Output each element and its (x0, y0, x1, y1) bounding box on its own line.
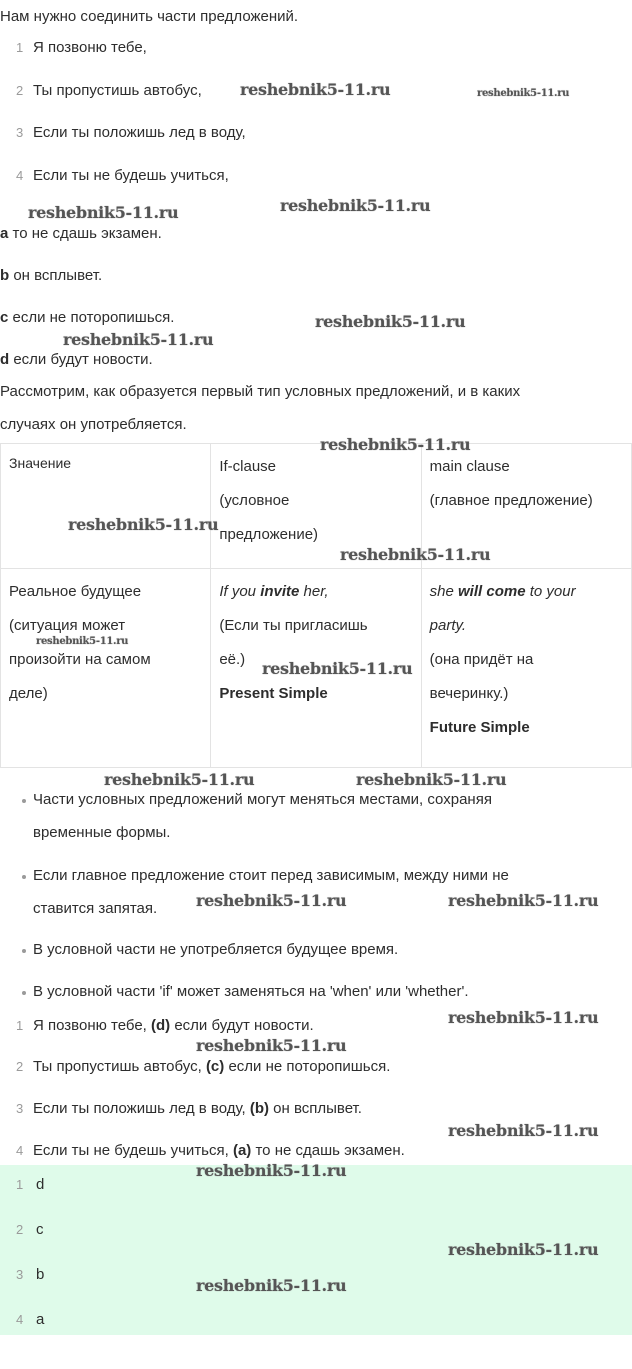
part-letter: a (0, 225, 9, 242)
combined-sentence (33, 1142, 405, 1160)
cell-meaning (1, 569, 211, 768)
explanation-line: Рассмотрим, как образуется первый тип условных предложений, и в каких (0, 383, 521, 400)
text: If you (219, 583, 261, 600)
watermark: reshebnik5-11.ru (36, 636, 129, 647)
watermark: reshebnik5-11.ru (477, 88, 570, 99)
watermark: reshebnik5-11.ru (28, 203, 179, 222)
item-number: 1 (16, 1177, 24, 1192)
rule-line: Части условных предложений могут меняться местами, сохраняя (33, 791, 492, 808)
text: Ты пропустишь автобус, (33, 1058, 206, 1075)
bullet-icon (22, 875, 26, 879)
main-clause-ru: (главное предложение) (429, 492, 593, 509)
watermark: reshebnik5-11.ru (196, 1161, 347, 1180)
item-number: 1 (16, 40, 24, 55)
right-part (0, 225, 162, 243)
watermark: reshebnik5-11.ru (448, 891, 599, 910)
item-number: 1 (16, 1018, 24, 1033)
if-clause-label: If-clause (219, 458, 277, 475)
text: to your (525, 583, 576, 600)
answer: b (36, 1266, 45, 1283)
text: Я позвоню тебе, (33, 1017, 151, 1034)
bullet-icon (22, 949, 26, 953)
part-letter: d (0, 351, 10, 368)
meaning-note: (ситуация может (9, 617, 126, 634)
left-part: Если ты не будешь учиться, (33, 167, 229, 184)
if-clause-ru2: предложение) (219, 526, 319, 543)
text: Если ты не будешь учиться, (33, 1142, 233, 1159)
if-translation: её.) (219, 651, 246, 668)
header-meaning: Значение (9, 455, 72, 471)
text: он всплывет. (269, 1100, 362, 1117)
answer: a (36, 1311, 45, 1328)
conditional-table (0, 443, 632, 768)
watermark: reshebnik5-11.ru (340, 545, 491, 564)
text: she (429, 583, 459, 600)
main-tense: Future Simple (429, 719, 530, 736)
rule-line: В условной части 'if' может заменяться на 'when' или 'whether'. (33, 983, 469, 1000)
item-number: 3 (16, 125, 24, 140)
combined-sentence (33, 1017, 314, 1035)
if-tense: Present Simple (219, 685, 328, 702)
part-text: если не поторопишься. (8, 309, 175, 326)
if-translation: (Если ты пригласишь (219, 617, 368, 634)
combined-sentence (33, 1100, 362, 1118)
intro-text: Нам нужно соединить части предложений. (0, 8, 299, 25)
item-number: 4 (16, 1312, 24, 1327)
meaning: Реальное будущее (9, 583, 142, 600)
explanation-line: случаях он употребляется. (0, 416, 187, 433)
letter: (c) (205, 1058, 225, 1075)
watermark: reshebnik5-11.ru (196, 1036, 347, 1055)
meaning-note: деле) (9, 685, 48, 702)
watermark: reshebnik5-11.ru (262, 659, 413, 678)
verb: will come (458, 583, 526, 600)
main-clause-label: main clause (429, 458, 510, 475)
watermark: reshebnik5-11.ru (356, 770, 507, 789)
answer: c (36, 1221, 44, 1238)
right-part (0, 351, 153, 369)
left-part: Ты пропустишь автобус, (33, 82, 202, 99)
combined-sentence (33, 1058, 390, 1076)
text: то не сдашь экзамен. (251, 1142, 405, 1159)
table-header-row (1, 444, 632, 569)
watermark: reshebnik5-11.ru (68, 515, 219, 534)
watermark: reshebnik5-11.ru (280, 196, 431, 215)
watermark: reshebnik5-11.ru (448, 1121, 599, 1140)
watermark: reshebnik5-11.ru (63, 330, 214, 349)
item-number: 2 (16, 83, 24, 98)
item-number: 3 (16, 1101, 24, 1116)
item-number: 2 (16, 1059, 24, 1074)
item-number: 3 (16, 1267, 24, 1282)
cell-main-clause (421, 569, 631, 768)
rule-line: В условной части не употребляется будущее время. (33, 941, 399, 958)
item-number: 4 (16, 1143, 24, 1158)
text: her, (299, 583, 329, 600)
bullet-icon (22, 991, 26, 995)
watermark: reshebnik5-11.ru (315, 312, 466, 331)
part-text: то не сдашь экзамен. (8, 225, 162, 242)
part-text: если будут новости. (9, 351, 153, 368)
watermark: reshebnik5-11.ru (196, 1276, 347, 1295)
part-letter: c (0, 309, 9, 326)
if-clause-ru: (условное (219, 492, 290, 509)
main-example (430, 583, 576, 601)
text: Если ты положишь лед в воду, (33, 1100, 250, 1117)
watermark: reshebnik5-11.ru (104, 770, 255, 789)
left-part: Я позвоню тебе, (33, 39, 147, 56)
watermark: reshebnik5-11.ru (448, 1008, 599, 1027)
watermark: reshebnik5-11.ru (196, 891, 347, 910)
rule-line: ставится запятая. (33, 900, 158, 917)
watermark: reshebnik5-11.ru (448, 1240, 599, 1259)
letter: (d) (151, 1017, 171, 1034)
item-number: 2 (16, 1222, 24, 1237)
header-meaning-cell (1, 444, 211, 569)
rule-line: временные формы. (33, 824, 171, 841)
if-example (219, 583, 328, 601)
meaning-note: произойти на самом (9, 651, 151, 668)
letter: (b) (249, 1100, 269, 1117)
rule-line: Если главное предложение стоит перед зависимым, между ними не (33, 867, 509, 884)
letter: (a) (232, 1142, 252, 1159)
item-number: 4 (16, 168, 24, 183)
text: если будут новости. (170, 1017, 314, 1034)
watermark: reshebnik5-11.ru (320, 435, 471, 454)
verb: invite (260, 583, 300, 600)
bullet-icon (22, 799, 26, 803)
answer: d (36, 1176, 45, 1193)
watermark: reshebnik5-11.ru (240, 80, 391, 99)
main-example: party. (429, 617, 467, 634)
left-part: Если ты положишь лед в воду, (33, 124, 246, 141)
part-text: он всплывет. (9, 267, 103, 284)
main-translation: вечеринку.) (429, 685, 509, 702)
right-part (0, 309, 174, 327)
main-translation: (она придёт на (429, 651, 534, 668)
part-letter: b (0, 267, 10, 284)
right-part (0, 267, 102, 285)
text: если не поторопишься. (224, 1058, 391, 1075)
